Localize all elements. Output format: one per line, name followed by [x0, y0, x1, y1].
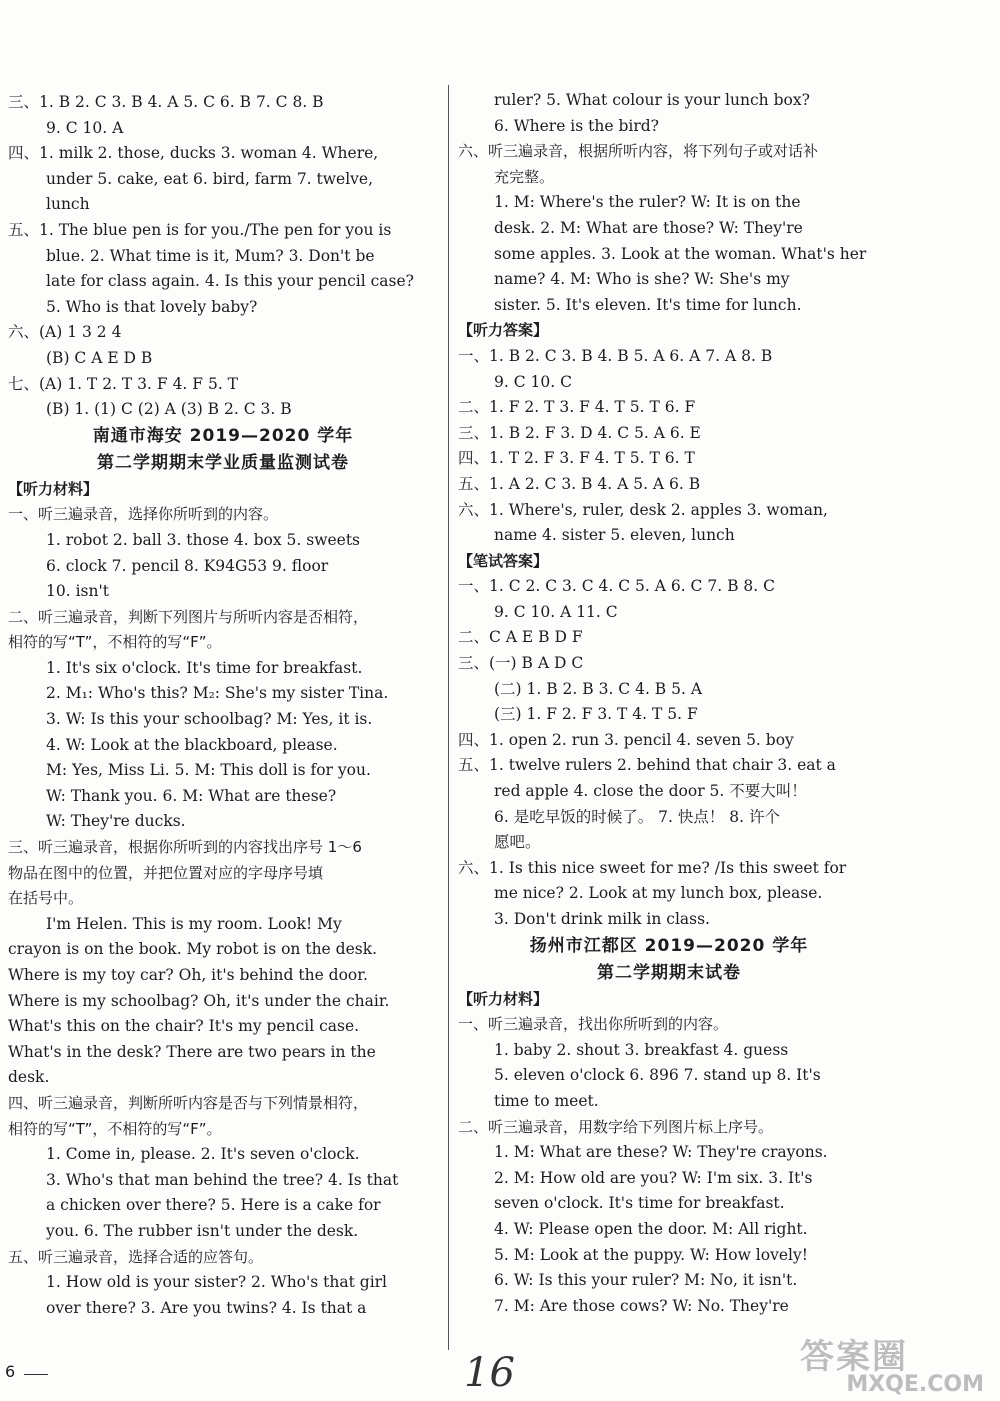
- text-line: late for class again. 4. Is this your pencil case?: [46, 272, 414, 291]
- text-line: 二、C A E B D F: [458, 628, 583, 647]
- text-line: 2. M₁: Who's this? M₂: She's my sister Tina.: [46, 684, 389, 703]
- text-line: 六、听三遍录音，根据所听内容，将下列句子或对话补: [458, 142, 819, 161]
- text-line: 一、1. C 2. C 3. C 4. C 5. A 6. C 7. B 8. C: [458, 577, 775, 596]
- text-line: 5. Who is that lovely baby?: [46, 297, 258, 316]
- text-line: 5. eleven o'clock 6. 896 7. stand up 8. It's: [494, 1066, 821, 1085]
- text-line: sister. 5. It's eleven. It's time for lunch.: [494, 295, 802, 314]
- text-line: some apples. 3. Look at the woman. What's her: [494, 244, 867, 263]
- text-line: What's this on the chair? It's my pencil case.: [8, 1017, 360, 1036]
- text-line: 相符的写“T”，不相符的写“F”。: [8, 633, 222, 652]
- text-line: 【听力材料】: [8, 479, 99, 498]
- text-line: 二、听三遍录音，用数字给下列图片标上序号。: [458, 1117, 774, 1136]
- text-line: 【听力答案】: [458, 321, 549, 340]
- text-line: 2. M: How old are you? W: I'm six. 3. It's: [494, 1168, 813, 1187]
- text-line: W: Thank you. 6. M: What are these?: [46, 786, 337, 805]
- text-line: (二) 1. B 2. B 3. C 4. B 5. A: [494, 679, 703, 698]
- text-line: 五、听三遍录音，选择合适的应答句。: [8, 1247, 264, 1266]
- text-line: 【笔试答案】: [458, 551, 549, 570]
- text-line: 6. clock 7. pencil 8. K94G53 9. floor: [46, 556, 329, 575]
- text-line: 一、1. B 2. C 3. B 4. B 5. A 6. A 7. A 8. B: [458, 346, 773, 365]
- text-line: 三、1. B 2. F 3. D 4. C 5. A 6. E: [458, 423, 701, 442]
- text-line: 一、听三遍录音，找出你所听到的内容。: [458, 1015, 729, 1034]
- text-line: 5. M: Look at the puppy. W: How lovely!: [494, 1245, 808, 1264]
- text-line: under 5. cake, eat 6. bird, farm 7. twelve,: [46, 169, 374, 188]
- text-line: name? 4. M: Who is she? W: She's my: [494, 270, 790, 289]
- text-line: 6. 是吃早饭的时候了。 7. 快点！ 8. 许个: [494, 807, 781, 826]
- text-line: 四、1. milk 2. those, ducks 3. woman 4. Where,: [8, 144, 379, 163]
- watermark-url: MXQE.COM: [846, 1372, 984, 1397]
- handwritten-number: 16: [464, 1350, 515, 1396]
- text-line: 1. robot 2. ball 3. those 4. box 5. sweets: [46, 530, 361, 549]
- text-line: 6. Where is the bird?: [494, 116, 659, 135]
- text-line: 五、1. The blue pen is for you./The pen for you is: [8, 220, 392, 239]
- text-line: 三、听三遍录音，根据你所听到的内容找出序号 1～6: [8, 838, 362, 857]
- text-line: seven o'clock. It's time for breakfast.: [494, 1194, 785, 1213]
- text-line: 6. W: Is this your ruler? M: No, it isn't.: [494, 1271, 798, 1290]
- right-column: [458, 88, 880, 1319]
- text-line: I'm Helen. This is my room. Look! My: [46, 914, 342, 933]
- text-line: (三) 1. F 2. F 3. T 4. T 5. F: [494, 705, 698, 724]
- text-line: 二、听三遍录音，判断下列图片与所听内容是否相符，: [8, 607, 369, 626]
- text-line: a chicken over there? 5. Here is a cake for: [46, 1196, 381, 1215]
- text-line: M: Yes, Miss Li. 5. M: This doll is for you.: [46, 761, 371, 780]
- text-line: 六、(A) 1 3 2 4: [8, 323, 122, 342]
- text-line: 第二学期期末学业质量监测试卷: [97, 452, 349, 473]
- watermark-logo: [800, 1337, 990, 1397]
- text-line: crayon is on the book. My robot is on the desk.: [8, 940, 378, 959]
- text-line: 充完整。: [494, 167, 555, 186]
- text-line: 1. How old is your sister? 2. Who's that girl: [46, 1273, 388, 1292]
- text-line: 在括号中。: [8, 889, 84, 908]
- text-line: 一、听三遍录音，选择你所听到的内容。: [8, 505, 279, 524]
- text-line: desk.: [8, 1068, 50, 1087]
- text-line: time to meet.: [494, 1091, 599, 1110]
- text-line: me nice? 2. Look at my lunch box, please.: [494, 884, 823, 903]
- text-line: 1. M: Where's the ruler? W: It is on the: [494, 193, 801, 212]
- text-line: (B) 1. (1) C (2) A (3) B 2. C 3. B: [46, 400, 292, 419]
- text-line: 扬州市江都区 2019—2020 学年: [529, 935, 809, 956]
- text-line: 3. Who's that man behind the tree? 4. Is that: [46, 1170, 399, 1189]
- text-line: 第二学期期末试卷: [597, 962, 741, 983]
- page-number-rule: [24, 1374, 48, 1375]
- text-line: over there? 3. Are you twins? 4. Is that a: [46, 1298, 367, 1317]
- text-line: 六、1. Is this nice sweet for me? /Is this sweet for: [458, 858, 847, 877]
- text-line: you. 6. The rubber isn't under the desk.: [46, 1221, 359, 1240]
- text-line: 10. isn't: [46, 582, 109, 601]
- text-line: desk. 2. M: What are those? W: They're: [494, 218, 803, 237]
- text-line: 三、1. B 2. C 3. B 4. A 5. C 6. B 7. C 8. B: [8, 93, 324, 111]
- text-line: 四、1. T 2. F 3. F 4. T 5. T 6. T: [458, 449, 695, 468]
- text-line: 物品在图中的位置，并把位置对应的字母序号填: [8, 863, 324, 882]
- text-line: What's in the desk? There are two pears in the: [8, 1042, 376, 1061]
- text-line: blue. 2. What time is it, Mum? 3. Don't be: [46, 246, 375, 265]
- text-line: 7. M: Are those cows? W: No. They're: [494, 1296, 789, 1315]
- text-line: 1. Come in, please. 2. It's seven o'clock.: [46, 1145, 360, 1164]
- text-line: 五、1. twelve rulers 2. behind that chair 3. eat a: [458, 756, 836, 775]
- text-line: Where is my schoolbag? Oh, it's under the chair.: [8, 991, 390, 1010]
- text-line: 南通市海安 2019—2020 学年: [92, 425, 354, 446]
- text-line: 【听力材料】: [458, 989, 549, 1008]
- left-column: [8, 90, 438, 1321]
- text-line: 9. C 10. A 11. C: [494, 602, 618, 621]
- text-line: 3. Don't drink milk in class.: [494, 910, 710, 928]
- text-line: 3. W: Is this your schoolbag? M: Yes, it is.: [46, 710, 373, 729]
- text-line: (B) C A E D B: [46, 348, 153, 367]
- text-line: 9. C 10. C: [494, 372, 572, 391]
- text-line: ruler? 5. What colour is your lunch box?: [494, 91, 810, 109]
- text-line: 9. C 10. A: [46, 118, 124, 137]
- text-line: 1. It's six o'clock. It's time for breakfast.: [46, 658, 363, 677]
- text-line: 五、1. A 2. C 3. B 4. A 5. A 6. B: [458, 474, 701, 493]
- text-line: 4. W: Please open the door. M: All right.: [494, 1219, 808, 1238]
- text-line: Where is my toy car? Oh, it's behind the door.: [8, 966, 368, 984]
- text-line: 相符的写“T”，不相符的写“F”。: [8, 1119, 222, 1138]
- text-line: 三、(一) B A D C: [458, 654, 584, 673]
- column-divider: [448, 85, 449, 1350]
- text-line: name 4. sister 5. eleven, lunch: [494, 526, 735, 545]
- text-line: lunch: [46, 195, 90, 214]
- page-number: 6: [5, 1362, 16, 1381]
- text-line: 愿吧。: [494, 833, 541, 852]
- text-line: W: They're ducks.: [46, 812, 186, 831]
- text-line: 1. M: What are these? W: They're crayons.: [494, 1143, 828, 1162]
- text-line: 四、听三遍录音，判断所听内容是否与下列情景相符，: [8, 1093, 369, 1112]
- text-line: 1. baby 2. shout 3. breakfast 4. guess: [494, 1040, 789, 1059]
- text-line: 七、(A) 1. T 2. T 3. F 4. F 5. T: [8, 374, 239, 393]
- text-line: 二、1. F 2. T 3. F 4. T 5. T 6. F: [458, 398, 696, 417]
- text-line: 六、1. Where's, ruler, desk 2. apples 3. woman,: [458, 500, 828, 519]
- text-line: 4. W: Look at the blackboard, please.: [46, 735, 338, 754]
- text-line: red apple 4. close the door 5. 不要大叫！: [494, 782, 807, 801]
- watermark-title: 答案圈: [800, 1337, 908, 1377]
- text-line: 四、1. open 2. run 3. pencil 4. seven 5. boy: [458, 730, 794, 749]
